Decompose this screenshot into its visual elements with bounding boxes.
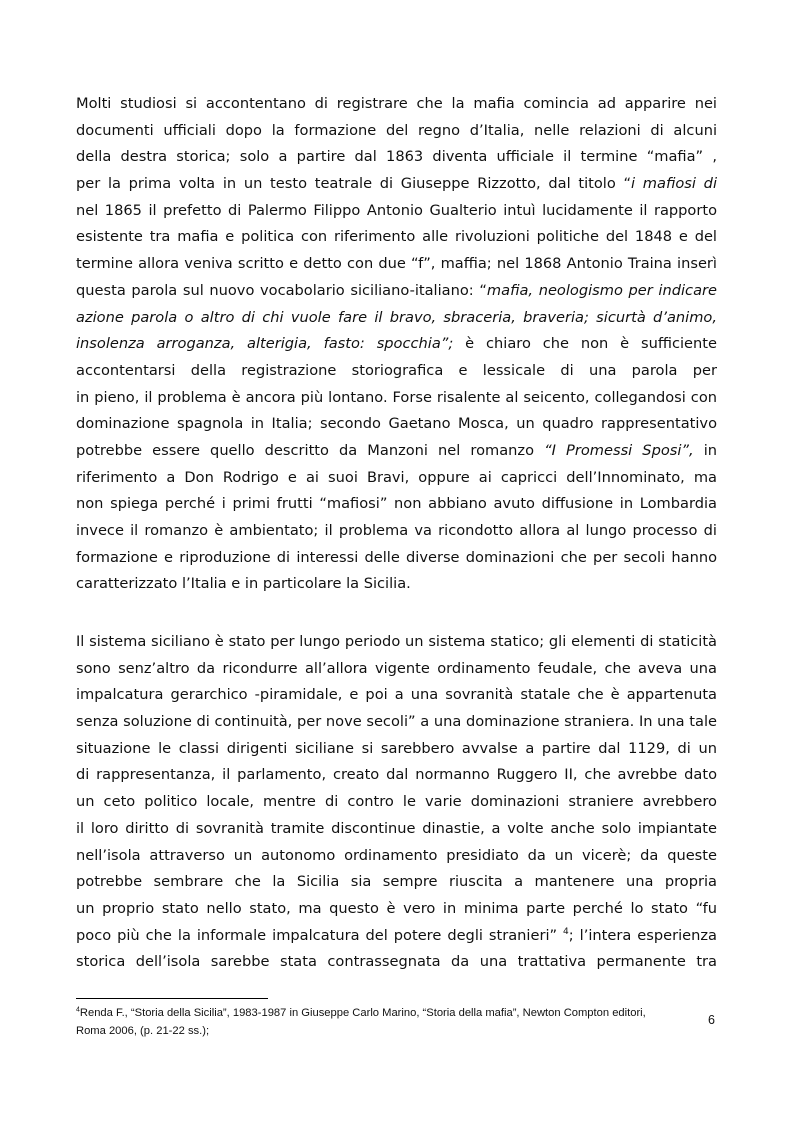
text-line: sono senz’altro da ricondurre all’allora vigente ordinamento feudale, che aveva una [76, 659, 717, 677]
italic-quote: insolenza arroganza, alterigia, fasto: spocchia”; [76, 335, 454, 353]
italic-quote: mafia, neologismo per indicare [486, 281, 717, 299]
italic-title: “I Promessi Sposi”, [544, 441, 694, 459]
paragraph-1 [76, 91, 717, 598]
text-line: poco più che la informale impalcatura del potere degli stranieri” $^4$; l’intera esperienza [76, 926, 717, 944]
text-line: accontentarsi della registrazione storiografica e lessicale di una parola per [76, 361, 717, 379]
text-line: il loro diritto di sovranità tramite discontinue dinastie, a volte anche solo impiantate [76, 819, 717, 837]
text-line: Il sistema siciliano è stato per lungo periodo un sistema statico; gli elementi di staticità [76, 633, 717, 650]
page-number: 6 [708, 1013, 715, 1027]
text-line: questa parola sul nuovo vocabolario siciliano-italiano: “mafia, neologismo per indicare [76, 281, 717, 299]
footnote [76, 1004, 726, 1040]
text-line: della destra storica; solo a partire dal 1863 diventa ufficiale il termine “mafia” , [76, 148, 717, 166]
text-line: impalcatura gerarchico -piramidale, e poi a una sovranità statale che è appartenuta [76, 686, 717, 704]
text-line: un ceto politico locale, mentre di contro le varie dominazioni straniere avrebbero [76, 793, 717, 811]
text-line: dominazione spagnola in Italia; secondo Gaetano Mosca, un quadro rappresentativo [76, 415, 717, 433]
text-line: riferimento a Don Rodrigo e ai suoi Bravi, oppure ai capricci dell’Innominato, ma [76, 468, 717, 486]
text-line: formazione e riproduzione di interessi delle diverse dominazioni che per secoli hanno [76, 548, 717, 566]
text-line: potrebbe essere quello descritto da Manzoni nel romanzo “I Promessi Sposi”, in [76, 441, 717, 459]
text-line: termine allora veniva scritto e detto con due “f”, maffia; nel 1868 Antonio Traina inserì [76, 255, 717, 273]
text-line: di rappresentanza, il parlamento, creato dal normanno Ruggero II, che avrebbe dato [76, 766, 717, 784]
text-line: nell’isola attraverso un autonomo ordinamento presidiato da un vicerè; da queste [76, 846, 717, 864]
text-line: senza soluzione di continuità, per nove secoli” a una dominazione straniera. In una tale [76, 713, 717, 731]
text-line: potrebbe sembrare che la Sicilia sia sempre riuscita a mantenere una propria [76, 873, 717, 891]
footnote-marker: 4 [76, 1006, 80, 1014]
footnote-text: Renda F., “Storia della Sicilia”, 1983-1987 in Giuseppe Carlo Marino, “Storia della mafia”, Newton Compton editori, [79, 1007, 646, 1019]
text-line: in pieno, il problema è ancora più lontano. Forse risalente al seicento, collegandosi con [76, 388, 717, 406]
footnote-separator [76, 998, 268, 999]
text-line: invece il romanzo è ambientato; il problema va ricondotto allora al lungo processo di [76, 522, 717, 539]
text-line: per la prima volta in un testo teatrale di Giuseppe Rizzotto, dal titolo “i mafiosi di [76, 171, 717, 198]
paragraph-2 [76, 629, 717, 976]
text-line: situazione le classi dirigenti siciliane si sarebbero avvalse a partire dal 1129, di un [76, 739, 717, 757]
text-line: caratterizzato l’Italia e in particolare la Sicilia. [76, 575, 411, 593]
text-line [76, 305, 717, 332]
text-line: documenti ufficiali dopo la formazione del regno d’Italia, nelle relazioni di alcuni [76, 121, 717, 139]
text-line: non spiega perché i primi frutti “mafiosi” non abbiano avuto diffusione in Lombardia [76, 495, 717, 513]
italic-quote: azione parola o altro di chi vuole fare il bravo, sbraceria, braveria; sicurtà d’animo, [76, 308, 717, 326]
text-line: Molti studiosi si accontentano di registrare che la mafia comincia ad apparire nei [76, 95, 717, 112]
text-line: un proprio stato nello stato, ma questo è vero in minima parte perché lo stato “fu [76, 899, 717, 917]
text-line: insolenza arroganza, alterigia, fasto: spocchia”; è chiaro che non è sufficiente [76, 335, 717, 353]
footnote-ref[interactable]: 4 [563, 926, 569, 937]
footnote-text: Roma 2006, (p. 21-22 ss.); [76, 1025, 210, 1037]
text-line: storica dell’isola sarebbe stata contrassegnata da una trattativa permanente tra [76, 953, 717, 971]
text-line: nel 1865 il prefetto di Palermo Filippo Antonio Gualterio intuì lucidamente il rapporto [76, 201, 717, 219]
italic-title: i mafiosi di [631, 175, 717, 193]
text-line: esistente tra mafia e politica con riferimento alle rivoluzioni politiche del 1848 e del [76, 228, 717, 246]
